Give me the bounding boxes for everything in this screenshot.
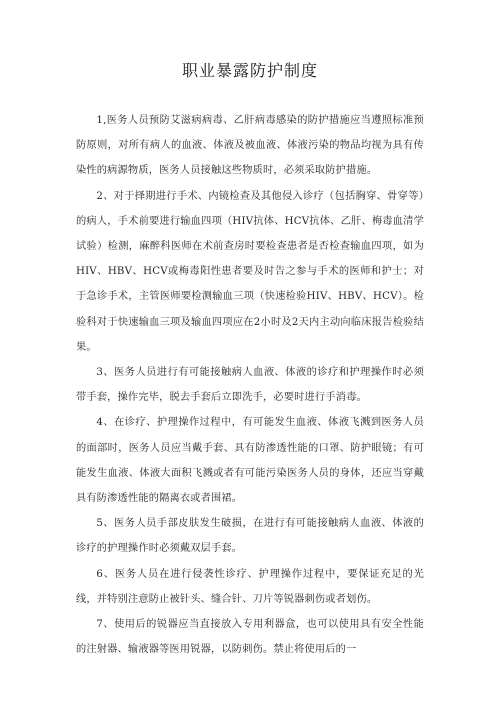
paragraph-3: 3、医务人员进行有可能接触病人血液、体液的诊疗和护理操作时必须带手套，操作完毕，脱去手套后立即洗手，必要时进行手消毒。 <box>76 367 424 404</box>
paragraph-5: 5、医务人员手部皮肤发生破损，在进行有可能接触病人血液、体液的诊疗的护理操作时必须戴双层手套。 <box>76 518 424 555</box>
paragraph-2: 2、对于择期进行手术、内镜检查及其他侵入诊疗（包括胸穿、骨穿等）的病人，手术前要进行输血四项（HIV抗体、HCV抗体、乙肝、梅毒血清学试验）检测，麻醉科医师在术前查房时要检查患者是否检查输血四项，如为HIV、HBV、HCV或梅毒阳性患者要及时告之参与手术的医师和护士；对于急诊手术，主管医师要检测输血三项（快速检验HIV、HBV、HCV）。检验科对于快速输血三项及输血四项应在2小时及2天内主动向临床报告检验结果。 <box>76 190 424 353</box>
paragraph-4: 4、在诊疗、护理操作过程中，有可能发生血液、体液飞溅到医务人员的面部时，医务人员应当戴手套、具有防渗透性能的口罩、防护眼镜；有可能发生血液、体液大面积飞溅或者有可能污染医务人员的身体，还应当穿戴具有防渗透性能的隔离衣或者围裙。 <box>76 417 424 505</box>
document-title: 职业暴露防护制度 <box>181 61 318 80</box>
paragraph-1: 1,医务人员预防艾滋病病毒、乙肝病毒感染的防护措施应当遵照标准预防原则，对所有病人的血液、体液及被血液、体液污染的物品均视为具有传染性的病源物质，医务人员接触这些物质时，必须采取防护措施。 <box>76 115 424 177</box>
paragraph-7: 7、使用后的锐器应当直接放入专用利器盒，也可以使用具有安全性能的注射器、输液器等医用锐器，以防刺伤。禁止将使用后的一 <box>76 619 424 656</box>
paragraph-6: 6、医务人员在进行侵袭性诊疗、护理操作过程中，要保证充足的光线，并特别注意防止被针头、缝合针、刀片等锐器刺伤或者划伤。 <box>76 568 424 605</box>
